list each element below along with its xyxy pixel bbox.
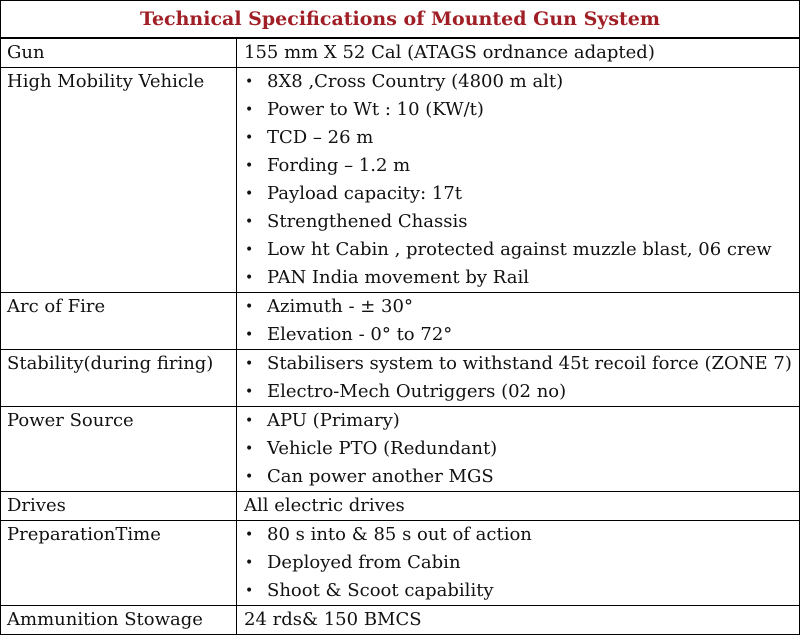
bullet-icon: •: [245, 74, 254, 90]
list-item: [243, 96, 799, 124]
list-item: [243, 180, 799, 208]
row-value-list: [237, 407, 800, 492]
bullet-icon: •: [245, 270, 254, 286]
bullet-list: [243, 68, 799, 292]
list-item: [243, 435, 799, 463]
bullet-icon: •: [245, 158, 254, 174]
row-label: Ammunition Stowage: [1, 606, 237, 635]
list-item: [243, 407, 799, 435]
bullet-list: [243, 407, 799, 491]
list-item: [243, 236, 799, 264]
list-item: [243, 321, 799, 349]
bullet-icon: •: [245, 214, 254, 230]
bullet-icon: •: [245, 384, 254, 400]
row-label: Power Source: [1, 407, 237, 492]
table-row: [1, 293, 800, 350]
table-row: [1, 492, 800, 521]
list-item-text: Deployed from Cabin: [267, 552, 461, 573]
table-row: [1, 407, 800, 492]
table-row: [1, 350, 800, 407]
row-label: Arc of Fire: [1, 293, 237, 350]
list-item-text: 8X8 ,Cross Country (4800 m alt): [267, 71, 564, 92]
list-item-text: Can power another MGS: [267, 466, 494, 487]
list-item-text: Shoot & Scoot capability: [267, 580, 494, 601]
bullet-icon: •: [245, 299, 254, 315]
list-item: [243, 577, 799, 605]
row-value-list: [237, 293, 800, 350]
row-value-list: [237, 68, 800, 293]
bullet-icon: •: [245, 102, 254, 118]
list-item: [243, 549, 799, 577]
list-item-text: Power to Wt : 10 (KW/t): [267, 99, 484, 120]
list-item-text: TCD – 26 m: [267, 127, 374, 148]
list-item-text: Strengthened Chassis: [267, 211, 468, 232]
table-title: Technical Specifications of Mounted Gun System: [0, 0, 800, 38]
bullet-icon: •: [245, 469, 254, 485]
list-item-text: Vehicle PTO (Redundant): [267, 438, 498, 459]
list-item-text: Stabilisers system to withstand 45t recoil force (ZONE 7): [267, 353, 792, 374]
table-row: [1, 68, 800, 293]
bullet-list: [243, 521, 799, 605]
list-item: [243, 68, 799, 96]
row-value-list: [237, 350, 800, 407]
list-item-text: Low ht Cabin , protected against muzzle blast, 06 crew: [267, 239, 772, 260]
list-item-text: 80 s into & 85 s out of action: [267, 524, 532, 545]
list-item: [243, 350, 799, 378]
row-label: Gun: [1, 39, 237, 68]
bullet-icon: •: [245, 583, 254, 599]
bullet-icon: •: [245, 527, 254, 543]
row-label: High Mobility Vehicle: [1, 68, 237, 293]
list-item-text: PAN India movement by Rail: [267, 267, 529, 288]
row-label: Stability(during firing): [1, 350, 237, 407]
list-item-text: Payload capacity: 17t: [267, 183, 463, 204]
row-value: All electric drives: [237, 492, 800, 521]
list-item: [243, 293, 799, 321]
table-row: [1, 521, 800, 606]
bullet-icon: •: [245, 413, 254, 429]
list-item: [243, 463, 799, 491]
bullet-icon: •: [245, 441, 254, 457]
table-row: [1, 39, 800, 68]
row-value: 155 mm X 52 Cal (ATAGS ordnance adapted): [237, 39, 800, 68]
list-item: [243, 152, 799, 180]
list-item: [243, 208, 799, 236]
bullet-icon: •: [245, 186, 254, 202]
bullet-icon: •: [245, 130, 254, 146]
list-item-text: Fording – 1.2 m: [267, 155, 411, 176]
list-item: [243, 264, 799, 292]
row-label: PreparationTime: [1, 521, 237, 606]
row-value-list: [237, 521, 800, 606]
bullet-icon: •: [245, 327, 254, 343]
row-label: Drives: [1, 492, 237, 521]
list-item: [243, 521, 799, 549]
list-item-text: APU (Primary): [267, 410, 400, 431]
list-item-text: Elevation - 0° to 72°: [267, 324, 453, 345]
list-item: [243, 124, 799, 152]
row-value: 24 rds& 150 BMCS: [237, 606, 800, 635]
bullet-list: [243, 350, 799, 406]
bullet-icon: •: [245, 356, 254, 372]
bullet-icon: •: [245, 555, 254, 571]
bullet-list: [243, 293, 799, 349]
list-item-text: Electro-Mech Outriggers (02 no): [267, 381, 567, 402]
list-item: [243, 378, 799, 406]
list-item-text: Azimuth - ± 30°: [267, 296, 413, 317]
spec-table-body: [1, 39, 800, 635]
table-row: [1, 606, 800, 635]
bullet-icon: •: [245, 242, 254, 258]
spec-table: [0, 38, 800, 635]
